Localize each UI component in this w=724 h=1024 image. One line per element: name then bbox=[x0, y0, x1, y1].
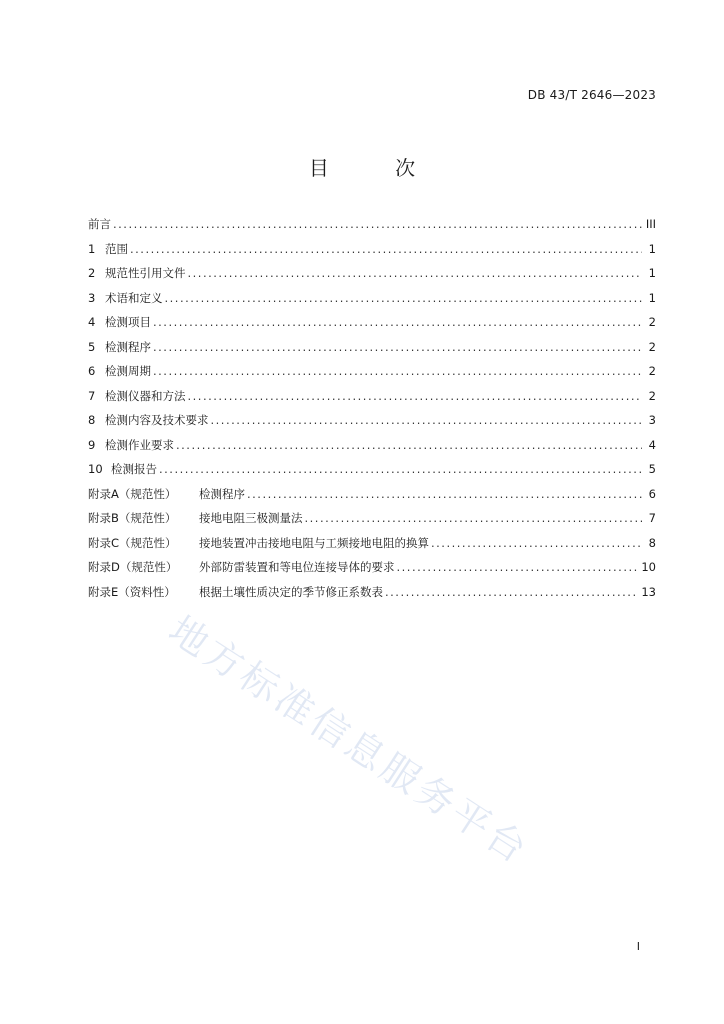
toc-entry-page: 2 bbox=[648, 339, 656, 354]
annex-label: 附录D（规范性） bbox=[88, 560, 178, 574]
toc-entry-title: 检测程序 bbox=[105, 339, 151, 354]
dot-leader bbox=[431, 536, 642, 550]
dot-leader bbox=[188, 266, 643, 280]
toc-entry[interactable] bbox=[88, 216, 656, 241]
toc-annex-entry[interactable] bbox=[88, 584, 656, 609]
annex-label: 附录C（规范性） bbox=[88, 535, 177, 550]
toc-entry[interactable] bbox=[88, 363, 656, 388]
toc-entry-page: 13 bbox=[641, 584, 656, 599]
dot-leader bbox=[153, 364, 642, 378]
dot-leader bbox=[113, 217, 642, 231]
dot-leader bbox=[211, 413, 643, 427]
dot-leader bbox=[176, 438, 642, 452]
toc-entry-number: 2 bbox=[88, 266, 96, 280]
toc-entry-number: 1 bbox=[88, 241, 96, 256]
watermark: 地方标准信息服务平台 bbox=[161, 607, 538, 874]
toc-entry-title: 检测内容及技术要求 bbox=[105, 413, 209, 427]
annex-label: 附录E（资料性） bbox=[88, 584, 176, 599]
toc-entry-title: 前言 bbox=[88, 217, 111, 231]
toc-entry-number: 4 bbox=[88, 315, 96, 329]
dot-leader bbox=[165, 291, 643, 305]
toc-entry-page: 1 bbox=[648, 290, 656, 305]
toc-annex-entry[interactable] bbox=[88, 486, 656, 511]
toc-entry-number: 6 bbox=[88, 364, 96, 378]
toc-entry-page: 4 bbox=[648, 437, 656, 452]
dot-leader bbox=[305, 511, 643, 525]
table-of-contents bbox=[88, 216, 656, 608]
toc-entry-page: 5 bbox=[648, 462, 656, 476]
dot-leader bbox=[188, 389, 643, 403]
document-code: DB 43/T 2646—2023 bbox=[527, 88, 656, 102]
toc-entry-title: 接地装置冲击接地电阻与工频接地电阻的换算 bbox=[199, 535, 429, 550]
toc-entry-number: 9 bbox=[88, 437, 96, 452]
toc-entry[interactable] bbox=[88, 412, 656, 437]
dot-leader bbox=[247, 487, 642, 501]
annex-label: 附录B（规范性） bbox=[88, 511, 177, 525]
dot-leader bbox=[385, 585, 637, 599]
toc-entry-title: 外部防雷装置和等电位连接导体的要求 bbox=[199, 560, 395, 574]
toc-entry-number: 8 bbox=[88, 413, 96, 427]
toc-entry-page: 10 bbox=[641, 560, 656, 574]
toc-entry-page: 6 bbox=[648, 486, 656, 501]
dot-leader bbox=[397, 560, 638, 574]
toc-annex-entry[interactable] bbox=[88, 510, 656, 535]
toc-entry[interactable] bbox=[88, 437, 656, 462]
toc-entry-title: 术语和定义 bbox=[105, 290, 163, 305]
toc-entry-page: 3 bbox=[648, 413, 656, 427]
toc-entry-page: 8 bbox=[648, 535, 656, 550]
toc-entry-page: 7 bbox=[648, 511, 656, 525]
dot-leader bbox=[130, 242, 642, 256]
toc-entry[interactable] bbox=[88, 461, 656, 486]
toc-entry[interactable] bbox=[88, 314, 656, 339]
toc-entry-title: 检测项目 bbox=[105, 315, 151, 329]
toc-entry-number: 5 bbox=[88, 339, 96, 354]
toc-entry-title: 根据土壤性质决定的季节修正系数表 bbox=[199, 584, 383, 599]
toc-entry-number: 7 bbox=[88, 388, 96, 403]
toc-entry[interactable] bbox=[88, 241, 656, 266]
toc-entry-title: 检测程序 bbox=[199, 486, 245, 501]
toc-entry[interactable] bbox=[88, 339, 656, 364]
toc-entry-page: 2 bbox=[648, 364, 656, 378]
toc-entry-title: 接地电阻三极测量法 bbox=[199, 511, 303, 525]
toc-title: 目 次 bbox=[308, 156, 446, 180]
toc-entry-title: 检测仪器和方法 bbox=[105, 388, 186, 403]
toc-entry[interactable] bbox=[88, 290, 656, 315]
toc-entry-page: III bbox=[645, 217, 656, 231]
toc-entry-page: 1 bbox=[648, 241, 656, 256]
toc-entry-number: 3 bbox=[88, 290, 96, 305]
toc-entry-title: 检测作业要求 bbox=[105, 437, 174, 452]
toc-entry-title: 检测报告 bbox=[111, 462, 157, 476]
page-number: I bbox=[636, 940, 640, 953]
annex-label: 附录A（规范性） bbox=[88, 486, 177, 501]
toc-entry-title: 规范性引用文件 bbox=[105, 266, 186, 280]
dot-leader bbox=[153, 340, 642, 354]
toc-annex-entry[interactable] bbox=[88, 535, 656, 560]
toc-entry-title: 检测周期 bbox=[105, 364, 151, 378]
toc-entry-title: 范围 bbox=[105, 241, 128, 256]
toc-annex-entry[interactable] bbox=[88, 559, 656, 584]
toc-entry-page: 2 bbox=[648, 388, 656, 403]
dot-leader bbox=[159, 462, 642, 476]
toc-entry[interactable] bbox=[88, 388, 656, 413]
dot-leader bbox=[153, 315, 642, 329]
toc-entry[interactable] bbox=[88, 265, 656, 290]
toc-entry-page: 2 bbox=[648, 315, 656, 329]
toc-entry-number: 10 bbox=[88, 462, 103, 476]
toc-entry-page: 1 bbox=[648, 266, 656, 280]
